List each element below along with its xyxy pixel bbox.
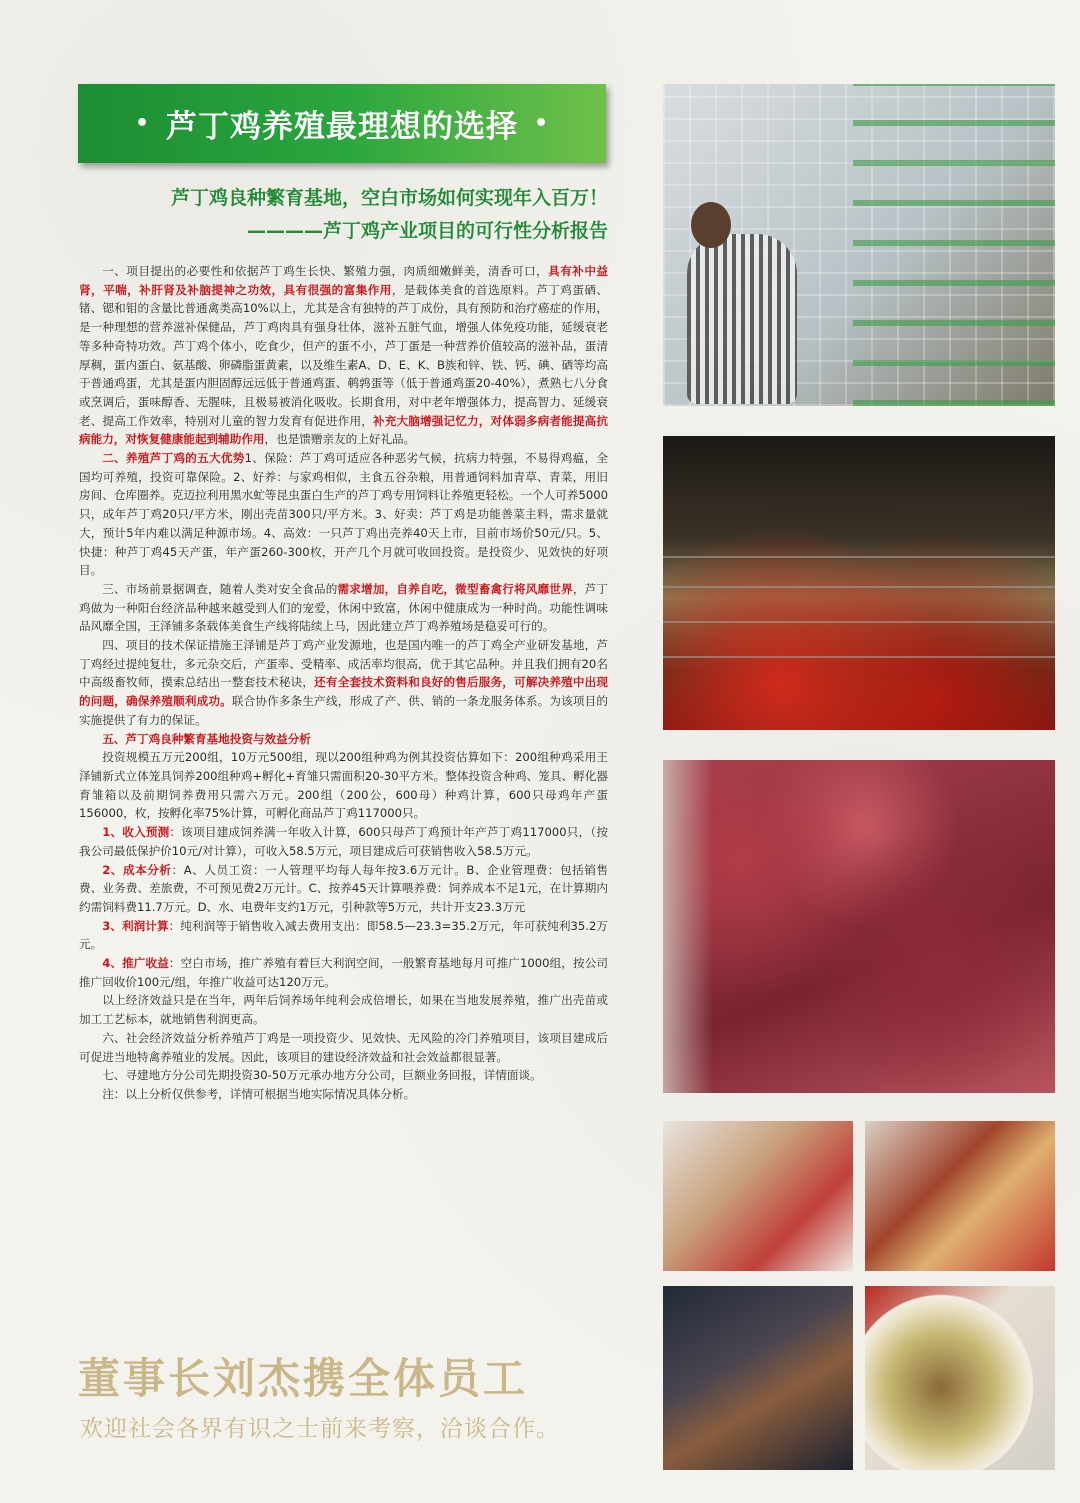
paragraph-necessity bbox=[79, 262, 608, 449]
paragraph-investment: 投资规模五万元200组，10万元500组，现以200组种鸡为例其投资估算如下：200组种鸡采用王泽铺新式立体笼具饲养200组种鸡+孵化+育雏只需面积20-30平方米。整体投资含种鸡、笼具、孵化器育雏箱以及前期饲养费用只需六万元。200组（200公，600母）种鸡计算，600只母鸡年产蛋156000，枚，按孵化率75%计算，可孵化商品芦丁鸡117000只。 bbox=[79, 750, 608, 821]
welcome-slogan: 欢迎社会各界有识之士前来考察，洽谈合作。 bbox=[80, 1416, 560, 1442]
paragraph-income bbox=[79, 823, 608, 860]
paragraph-benefit-note: 以上经济效益只是在当年，两年后饲养场年纯利会成倍增长，如果在当地发展养殖，推广出壳苗或加工工艺标本，就地销售利润更高。 bbox=[79, 993, 608, 1027]
highlight-text: 具有补中益肾，平喘，补肝肾及补脑提神之功效，具有很强的富集作用 bbox=[79, 264, 608, 297]
paragraph-technology bbox=[79, 636, 608, 730]
highlight-text: 需求增加，自养自吃，微型畜禽行将风靡世界 bbox=[337, 581, 573, 596]
grill-rod bbox=[663, 621, 1055, 623]
paragraph-promotion bbox=[79, 954, 608, 991]
text-segment: ，也是馈赠亲友的上好礼品。 bbox=[264, 432, 416, 447]
grill-rod bbox=[663, 556, 1055, 558]
photo-roasting-grill bbox=[663, 436, 1055, 730]
text-segment: ：纯利润等于销售收入减去费用支出：即58.5—23.3=35.2万元，年可获纯利35.2万元。 bbox=[79, 918, 608, 952]
paragraph-market bbox=[79, 580, 608, 636]
cage-shelf bbox=[853, 84, 1055, 406]
banner-dot-right: • bbox=[534, 111, 550, 136]
text-segment: ，是载体美食的首选原料。芦丁鸡蛋硒、锗、锶和钼的含量比普通禽类高10%以上，尤其是含有独特的芦丁成份，具有预防和治疗癌症的作用，是一种理想的营养滋补保健品，芦丁鸡肉具有强身壮体，滋补五脏气血，增强人体免疫功能，延缓衰老等多种奇特功效。芦丁鸡个体小，吃食少，但产的蛋不小，芦丁蛋是一种营养价值较高的滋补品，蛋清厚稠，蛋内蛋白、氨基酸、卵磷脂蛋黄素，以及维生素A、D、E、K、B族和锌、铁、钙、碘、硒等均高于普通鸡蛋，尤其是蛋内胆固醇远远低于普通鸡蛋、鹌鹑蛋等（低于普通鸡蛋20-40%），煮熟七八分食或烹调后，蛋味醇香、无腥味，且极易被消化吸收。长期食用，对中老年增强体力，提高智力、延缓衰老、提高工作效率，特别对儿童的智力发育有促进作用， bbox=[79, 282, 608, 428]
photo-cages-worker bbox=[663, 84, 1055, 406]
text-segment: ：该项目建成饲养满一年收入计算，600只母芦丁鸡预计年产芦丁鸡117000只，（按我公司最低保护价10元/对计算），可收入58.5万元，项目建成后可获销售收入58.5万元。 bbox=[79, 825, 608, 858]
title-banner bbox=[78, 84, 606, 163]
subtitle-headline: 芦丁鸡良种繁育基地，空白市场如何实现年入百万！ bbox=[170, 187, 608, 209]
text-segment: ：A、人员工资：一人管理平均每人每年按3.6万元计。B、企业管理费：包括销售费、业务费、差旅费，不可预见费2万元计。C、按养45天计算喂养费：饲养成本不足1元，在计算期内约需饲料费11.7万元。D、水、电费年支约1万元，引种款等5万元，共计开支23.3万元 bbox=[79, 862, 608, 914]
paragraph-cost bbox=[79, 861, 608, 917]
section-heading: 五、芦丁鸡良种繁育基地投资与效益分析 bbox=[102, 731, 311, 746]
article-body bbox=[79, 262, 608, 1104]
grill-rod bbox=[663, 586, 1055, 588]
photo-raw-birds bbox=[663, 760, 1055, 1093]
paragraph-advantages bbox=[79, 449, 608, 580]
section-heading: 4、推广收益 bbox=[102, 956, 169, 971]
worker-figure bbox=[687, 234, 797, 404]
banner-dot-left: • bbox=[134, 111, 150, 136]
text-segment: 1、保险：芦丁鸡可适应各种恶劣气候，抗病力特强，不易得鸡瘟，全国均可养殖，投资可靠保险。2、好养：与家鸡相似，主食五谷杂粮，用普通饲料加青草、青菜，用旧房间、仓库圈养。克迈拉利用黑水虻等昆虫蛋白生产的芦丁鸡专用饲料让养殖更轻松。一个人可养5000只，成年芦丁鸡20只/平方米，刚出壳苗300只/平方米。3、好卖：芦丁鸡是功能善菜主料，需求量就大，预计5年内难以满足种源市场。4、高效：一只芦丁鸡出壳养40天上市，目前市场价50元/只。5、快捷：种芦丁鸡45天产蛋，年产蛋260-300枚，开产几个月就可收回投资。是投资少、见效快的好项目。 bbox=[79, 451, 608, 578]
banner-title: 芦丁鸡养殖最理想的选择 bbox=[166, 109, 518, 145]
paragraph-branch: 七、寻建地方分公司先期投资30-50万元承办地方分公司，巨额业务回报，详情面谈。 bbox=[102, 1068, 542, 1083]
worker-head bbox=[691, 202, 731, 248]
tray-edge bbox=[663, 760, 713, 1093]
section-heading: 3、利润计算 bbox=[102, 918, 169, 933]
highlight-text: 还有全套技术资料和良好的售后服务，可解决养殖中出现的问题，确保养殖顺利成功。 bbox=[79, 675, 608, 709]
text-segment: ：空白市场，推广养殖有着巨大利润空间，一般繁育基地每月可推广1000组，按公司推广回收价100元/组，年推广收益可达120万元。 bbox=[79, 956, 608, 989]
text-segment: 联合协作多条生产线，形成了产、供、销的一条龙服务体系。为该项目的实施提供了有力的保证。 bbox=[79, 694, 608, 727]
section-heading: 1、收入预测 bbox=[102, 825, 170, 840]
grill-rod bbox=[663, 656, 1055, 658]
text-segment: 四、项目的技术保证措施王泽铺是芦丁鸡产业发源地，也是国内唯一的芦丁鸡全产业研发基地，芦丁鸡经过提纯复壮，多元杂交后，产蛋率、受精率、成活率均很高，优于其它品种。并且我们拥有20名中高级畜牧师，摸索总结出一整套技术秘诀， bbox=[79, 638, 608, 690]
photo-packaged-product-2 bbox=[865, 1121, 1055, 1271]
section-heading: 2、成本分析 bbox=[102, 862, 172, 877]
paragraph-social: 六、社会经济效益分析养殖芦丁鸡是一项投资少、见效快、无风险的冷门养殖项目，该项目建成后可促进当地特禽养殖业的发展。因此，该项目的建设经济效益和社会效益都很显著。 bbox=[79, 1030, 608, 1064]
section-heading: 二、养殖芦丁鸡的五大优势 bbox=[102, 451, 245, 466]
subtitle-report: ————芦丁鸡产业项目的可行性分析报告 bbox=[246, 220, 608, 242]
section-heading-investment bbox=[79, 730, 608, 749]
paragraph-profit bbox=[79, 917, 608, 954]
chairman-slogan: 董事长刘杰携全体员工 bbox=[78, 1354, 529, 1403]
text-segment: 三、市场前景据调查，随着人类对安全食品的 bbox=[102, 581, 338, 596]
photo-packaged-product-3 bbox=[663, 1286, 853, 1470]
paragraph-disclaimer: 注：以上分析仅供参考，详情可根据当地实际情况具体分析。 bbox=[102, 1086, 416, 1101]
photo-packaged-product-1 bbox=[663, 1121, 853, 1271]
text-segment: ，芦丁鸡做为一种阳台经济品种越来越受到人们的宠爱，休闲中致富，休闲中健康成为一种时尚。功能性调味品风靡全国，王泽铺多条载体美食生产线将陆续上马，因此建立芦丁鸡养殖场是稳妥可行的。 bbox=[79, 581, 608, 634]
text-segment: 一、项目提出的必要性和依据芦丁鸡生长快、繁殖力强，肉质细嫩鲜美，清香可口， bbox=[102, 264, 549, 278]
photo-soup-bowl bbox=[865, 1286, 1055, 1470]
highlight-text: 补充大脑增强记忆力，对体弱多病者能提高抗病能力，对恢复健康能起到辅助作用 bbox=[79, 413, 608, 447]
